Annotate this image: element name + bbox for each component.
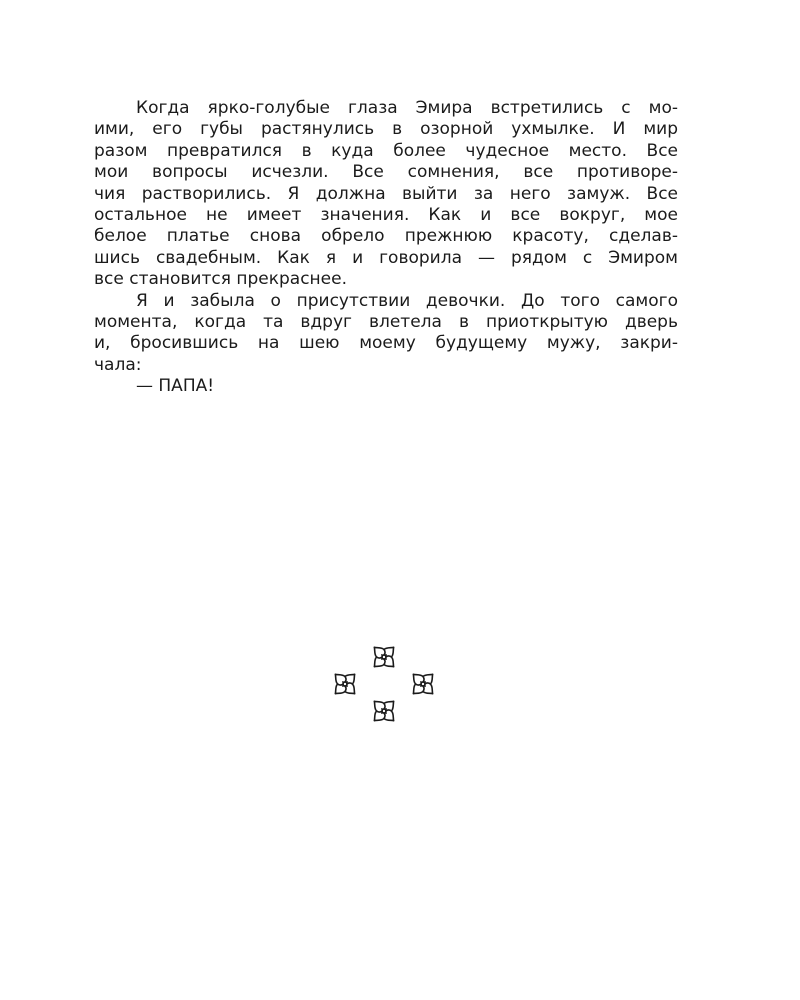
dialogue-line: — ПАПА! xyxy=(136,376,215,397)
paragraph-1-line-4: мои вопросы исчезли. Все сомнения, все противоре- xyxy=(94,162,678,183)
paragraph-1-line-6: остальное не имеет значения. Как и все вокруг, мое xyxy=(94,204,678,225)
body-text xyxy=(94,98,678,397)
paragraph-1-line-1: Когда ярко-голубые глаза Эмира встретились с мо- xyxy=(136,98,678,118)
paragraph-1-line-9: все становится прекраснее. xyxy=(94,269,347,290)
paragraph-2-line-3: и, бросившись на шею моему будущему мужу, закри- xyxy=(94,333,678,354)
paragraph-1-line-5: чия растворились. Я должна выйти за него замуж. Все xyxy=(94,183,678,204)
paragraph-1-line-3: разом превратился в куда более чудесное место. Все xyxy=(94,140,678,161)
paragraph-1-line-2: ими, его губы растянулись в озорной ухмылке. И мир xyxy=(94,119,678,140)
heart-ornament-icon xyxy=(318,630,450,738)
ornament-cluster-top xyxy=(365,638,404,677)
ornament-cluster-left xyxy=(326,665,365,704)
paragraph-2-line-4: чала: xyxy=(94,354,142,375)
paragraph-2-line-2: момента, когда та вдруг влетела в приоткрытую дверь xyxy=(94,311,678,332)
paragraph-1-line-7: белое платье снова обрело прежнюю красоту, сделав- xyxy=(94,226,678,247)
ornament-cluster-right xyxy=(404,665,443,704)
paragraph-2-line-1: Я и забыла о присутствии девочки. До того самого xyxy=(136,290,678,311)
ornament-cluster-bottom xyxy=(365,692,404,731)
paragraph-1-line-8: шись свадебным. Как я и говорила — рядом с Эмиром xyxy=(94,247,678,268)
